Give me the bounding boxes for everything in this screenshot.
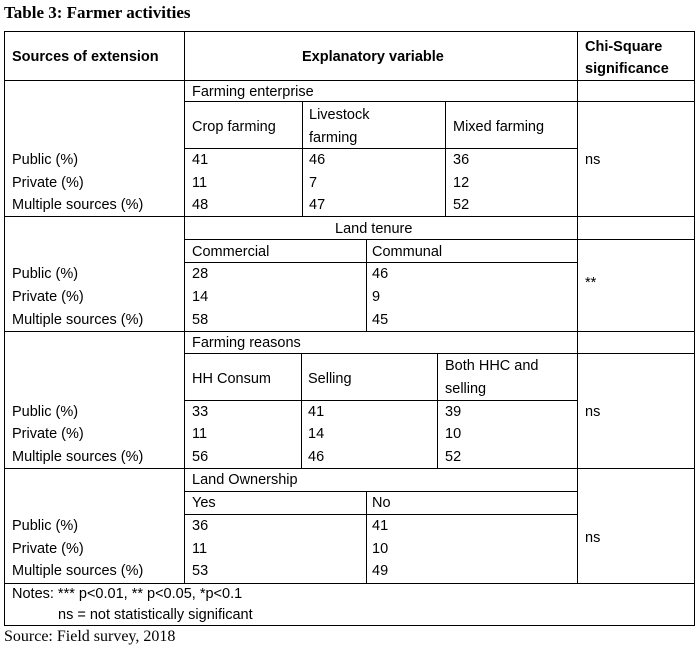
cell-value: 53	[192, 563, 209, 579]
cell-value: 33	[192, 404, 209, 420]
row-label-public: Public (%)	[12, 518, 79, 534]
cell-value: 49	[372, 563, 389, 579]
notes-line-1: Notes: *** p<0.01, ** p<0.05, *p<0.1	[12, 586, 243, 602]
block3-variable: Farming reasons	[192, 335, 301, 351]
block1-col-divider-a	[302, 101, 303, 216]
row-label-public: Public (%)	[12, 152, 79, 168]
block1-col-divider-b	[445, 101, 446, 216]
block3-chi-divider	[577, 353, 695, 354]
cell-value: 46	[372, 266, 389, 282]
block2-category: Commercial	[192, 244, 270, 260]
cell-value: 36	[192, 518, 209, 534]
cell-value: 45	[372, 312, 389, 328]
cell-value: 41	[372, 518, 389, 534]
block4-category-divider	[184, 514, 577, 515]
cell-value: 9	[372, 289, 381, 305]
significance: ns	[585, 404, 601, 420]
notes-line-2: ns = not statistically significant	[58, 607, 253, 623]
cell-value: 58	[192, 312, 209, 328]
block4-variable: Land Ownership	[192, 472, 298, 488]
block3-category: selling	[445, 381, 487, 397]
cell-value: 41	[192, 152, 209, 168]
cell-value: 11	[192, 175, 208, 191]
header-explanatory: Explanatory variable	[302, 49, 444, 65]
block3-category-divider	[184, 400, 577, 401]
cell-value: 11	[192, 541, 208, 557]
header-significance: significance	[585, 61, 669, 77]
row-label-multiple: Multiple sources (%)	[12, 312, 144, 328]
row-label-private: Private (%)	[12, 175, 84, 191]
row-label-private: Private (%)	[12, 541, 84, 557]
block2-category-divider	[184, 262, 577, 263]
header-chi-square: Chi-Square	[585, 39, 663, 55]
block1-variable: Farming enterprise	[192, 84, 314, 100]
row-label-multiple: Multiple sources (%)	[12, 563, 144, 579]
header-sources: Sources of extension	[12, 49, 159, 65]
block4-category: No	[372, 495, 391, 511]
cell-value: 52	[445, 449, 462, 465]
block-divider-2	[4, 331, 695, 332]
block-divider-1	[4, 216, 695, 217]
cell-value: 36	[453, 152, 470, 168]
block1-category: Mixed farming	[453, 119, 545, 135]
block1-category: Livestock	[309, 107, 370, 123]
block-divider-3	[4, 468, 695, 469]
block2-chi-divider	[577, 239, 695, 240]
block1-category-divider	[184, 148, 577, 149]
cell-value: 39	[445, 404, 462, 420]
table-title: Table 3: Farmer activities	[4, 3, 191, 22]
cell-value: 41	[308, 404, 325, 420]
block1-variable-divider	[184, 101, 577, 102]
cell-value: 46	[309, 152, 326, 168]
cell-value: 46	[308, 449, 325, 465]
block4-col-divider	[366, 491, 367, 583]
cell-value: 14	[308, 426, 325, 442]
cell-value: 11	[192, 426, 208, 442]
significance: **	[585, 275, 597, 291]
col1-divider	[184, 31, 185, 583]
block3-variable-divider	[184, 353, 577, 354]
cell-value: 47	[309, 197, 326, 213]
cell-value: 14	[192, 289, 209, 305]
header-divider	[4, 80, 695, 81]
block2-category: Communal	[372, 244, 443, 260]
block3-category: Selling	[308, 371, 352, 387]
row-label-private: Private (%)	[12, 289, 84, 305]
cell-value: 7	[309, 175, 318, 191]
cell-value: 10	[445, 426, 462, 442]
row-label-multiple: Multiple sources (%)	[12, 449, 144, 465]
block4-category: Yes	[192, 495, 216, 511]
col3-divider	[577, 31, 578, 583]
cell-value: 48	[192, 197, 209, 213]
cell-value: 12	[453, 175, 470, 191]
row-label-multiple: Multiple sources (%)	[12, 197, 144, 213]
block3-col-divider-b	[437, 353, 438, 468]
block2-variable: Land tenure	[335, 221, 413, 237]
cell-value: 10	[372, 541, 389, 557]
cell-value: 28	[192, 266, 209, 282]
block2-col-divider	[366, 239, 367, 331]
cell-value: 56	[192, 449, 209, 465]
block1-category: farming	[309, 130, 358, 146]
row-label-public: Public (%)	[12, 404, 79, 420]
source-note: Source: Field survey, 2018	[4, 628, 176, 645]
block2-variable-divider	[184, 239, 577, 240]
cell-value: 52	[453, 197, 470, 213]
row-label-private: Private (%)	[12, 426, 84, 442]
block3-category: Both HHC and	[445, 358, 539, 374]
notes-divider	[4, 583, 695, 584]
block4-variable-divider	[184, 491, 577, 492]
block1-chi-divider	[577, 101, 695, 102]
row-label-public: Public (%)	[12, 266, 79, 282]
block1-category: Crop farming	[192, 119, 276, 135]
significance: ns	[585, 530, 601, 546]
significance: ns	[585, 152, 601, 168]
block3-col-divider-a	[301, 353, 302, 468]
block3-category: HH Consum	[192, 371, 271, 387]
